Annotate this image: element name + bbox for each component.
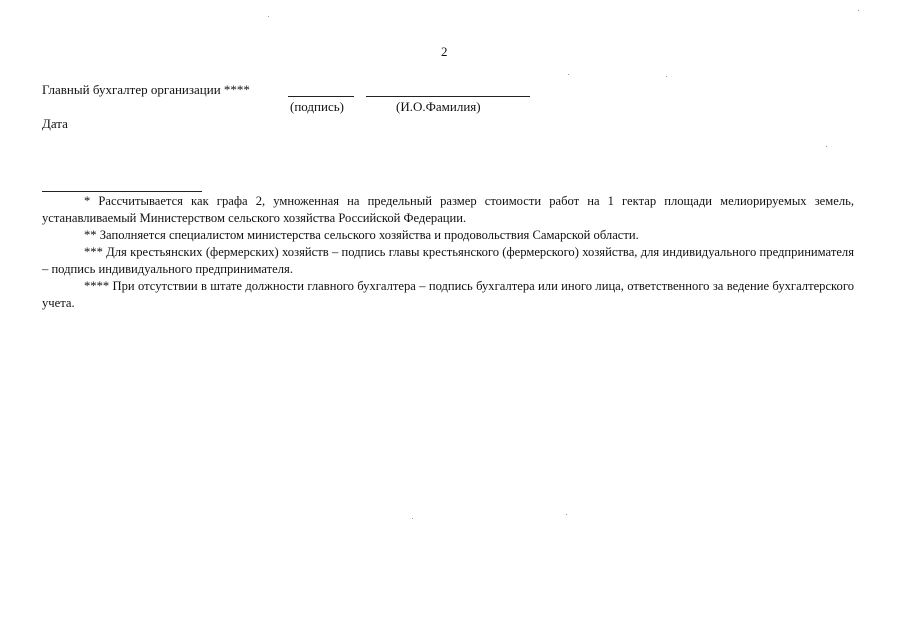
- scan-speck: [566, 514, 567, 515]
- signature-caption: (подпись): [290, 99, 344, 114]
- date-label: Дата: [42, 116, 68, 131]
- footnotes: [42, 193, 854, 312]
- scan-speck: [666, 76, 667, 77]
- footnote-rule: [42, 191, 202, 192]
- name-line: [366, 96, 530, 97]
- scan-speck: [858, 10, 859, 11]
- footnote-1: * Рассчитывается как графа 2, умноженная на предельный размер стоимости работ на 1 гектар площади мелиорируемых земель, устанавливаемый Министерством сельского хозяйства Российской Федерации.: [42, 194, 854, 225]
- name-caption: (И.О.Фамилия): [396, 99, 481, 114]
- scan-speck: [568, 74, 569, 75]
- footnote-3: *** Для крестьянских (фермерских) хозяйств – подпись главы крестьянского (фермерского) хозяйства, для индивидуального предпринимателя – подпись индивидуального предпринимателя.: [42, 245, 854, 276]
- footnote-4: **** При отсутствии в штате должности главного бухгалтера – подпись бухгалтера или иного лица, ответственного за ведение бухгалтерского учета.: [42, 279, 854, 310]
- signature-line: [288, 96, 354, 97]
- footnote-2: ** Заполняется специалистом министерства сельского хозяйства и продовольствия Самарской области.: [84, 228, 639, 242]
- page-number: 2: [441, 44, 448, 59]
- scan-speck: [268, 16, 269, 17]
- scan-speck: [826, 146, 827, 147]
- scan-speck: [412, 518, 413, 519]
- signature-label: Главный бухгалтер организации ****: [42, 82, 250, 97]
